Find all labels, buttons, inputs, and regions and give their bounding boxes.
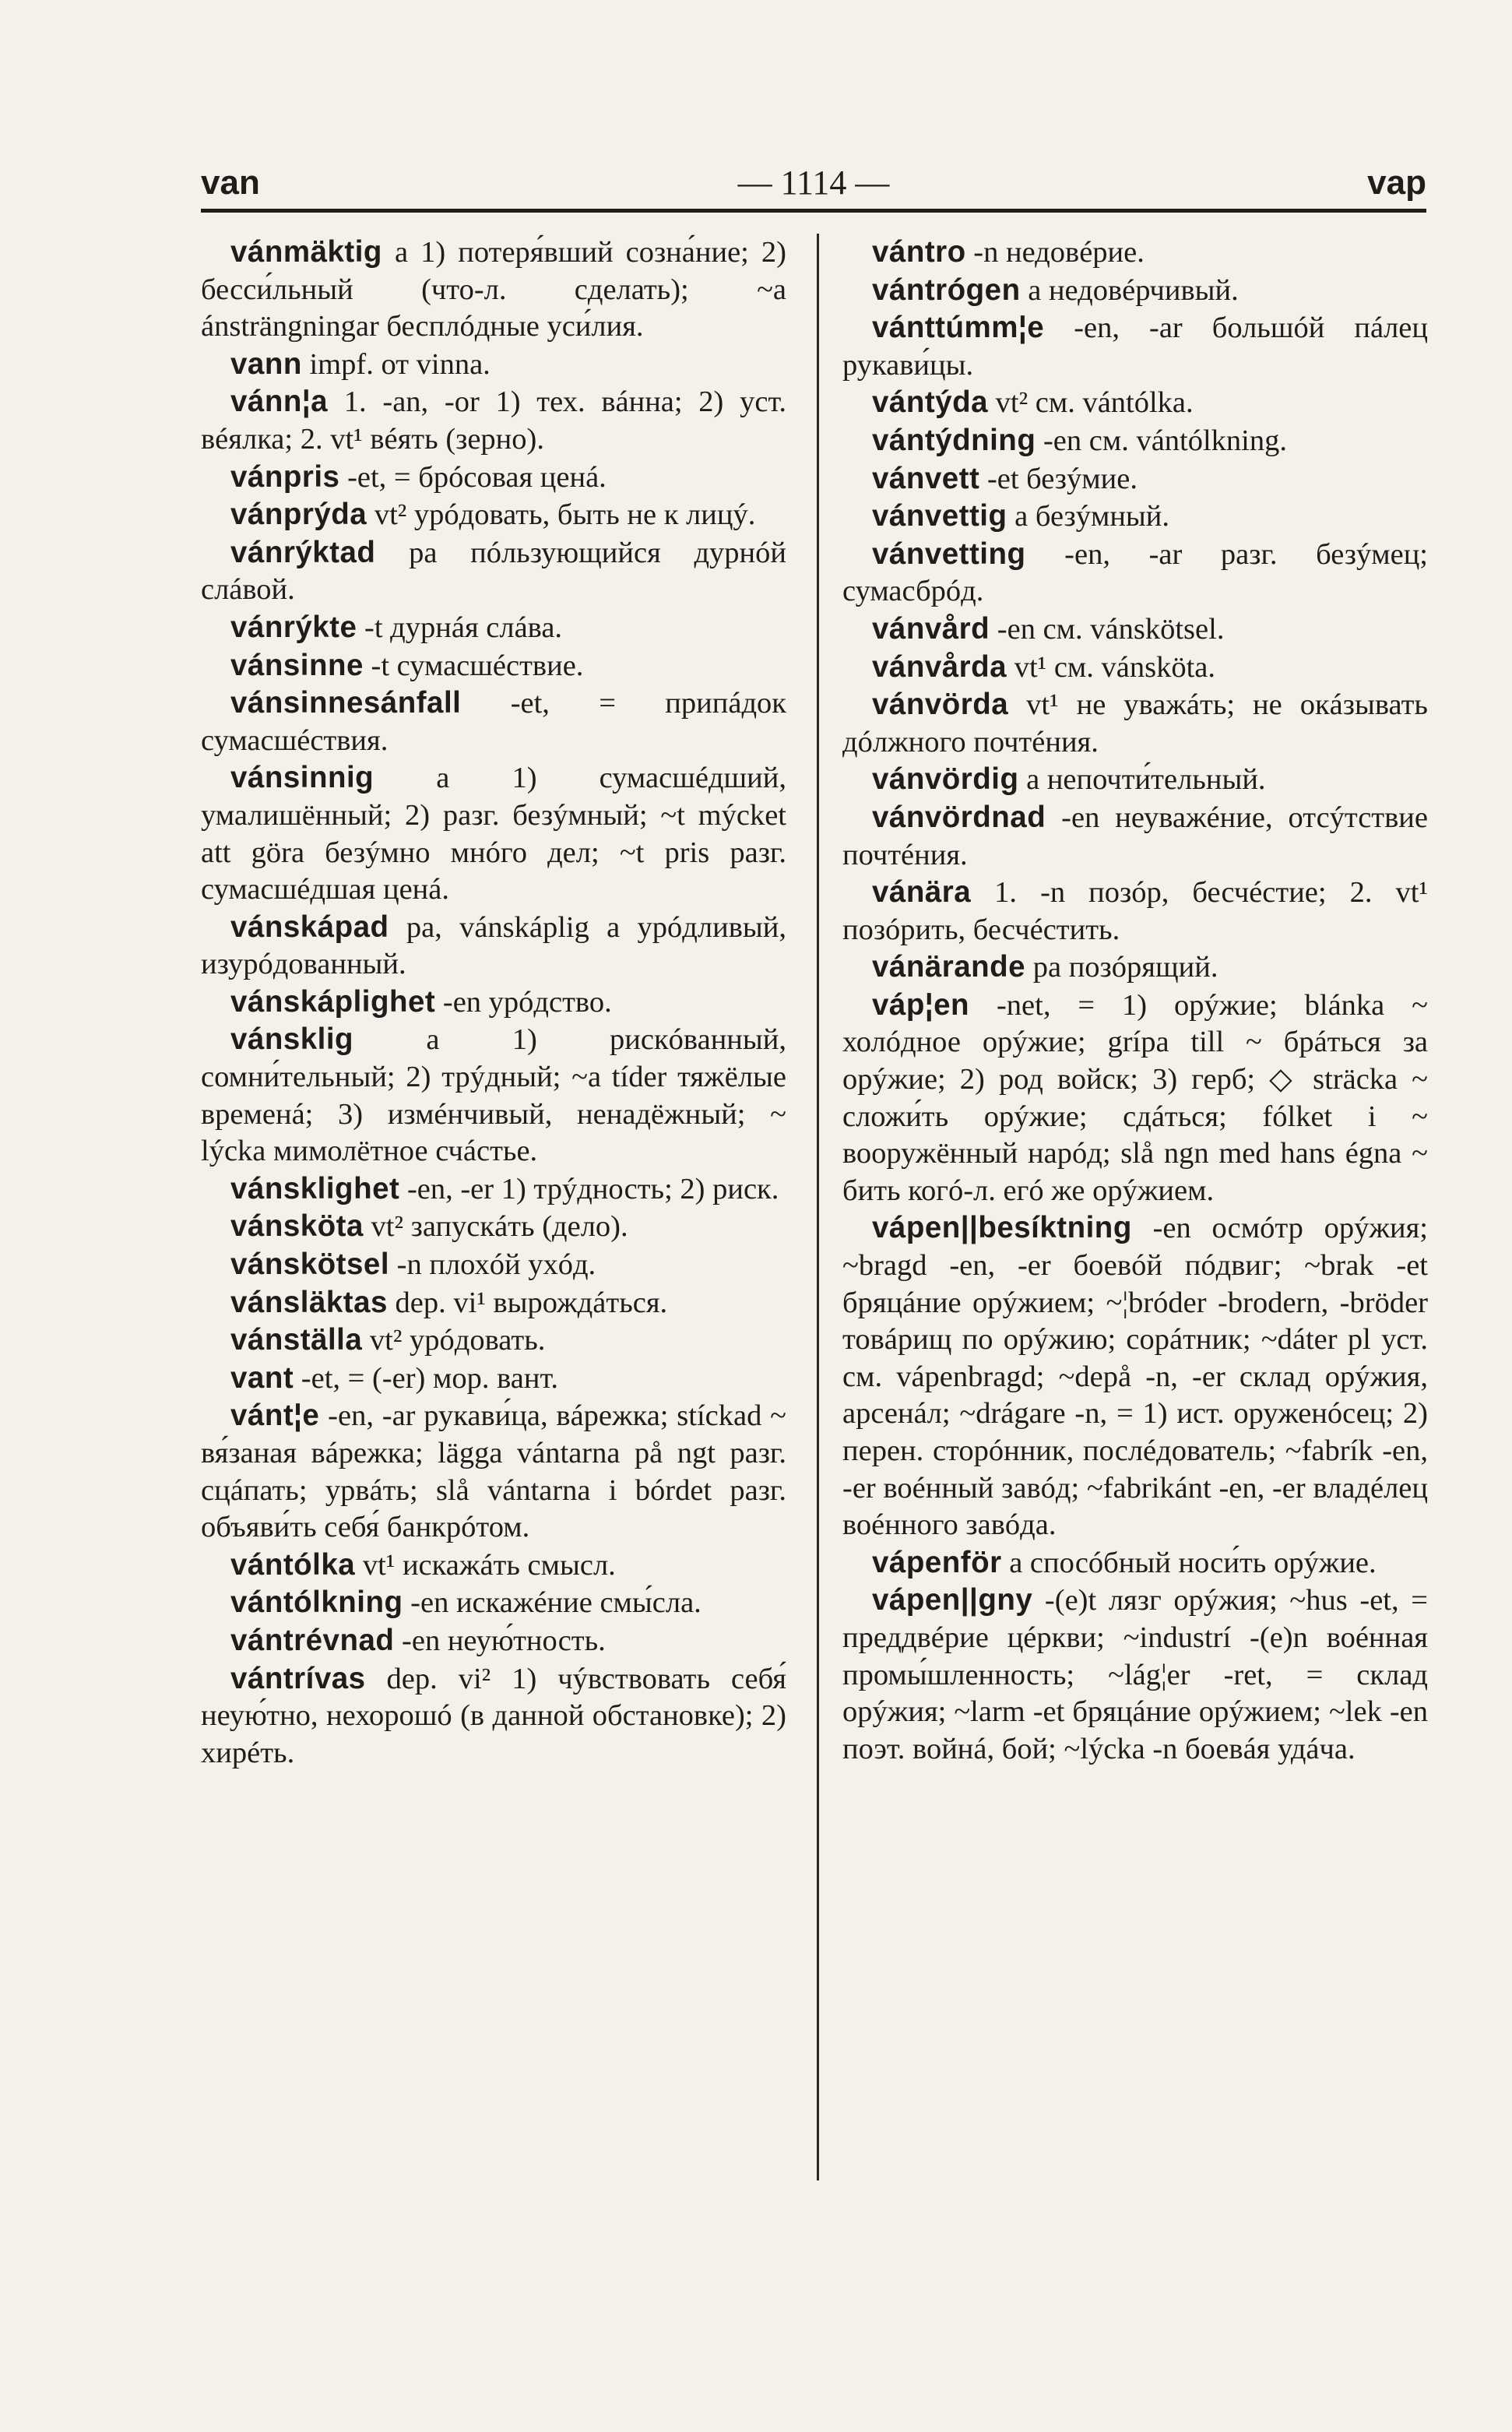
entry-definition: -et, = брóсовая ценá. (339, 460, 607, 494)
entry-definition: a недовéрчивый. (1020, 273, 1239, 307)
dictionary-entry (201, 1660, 786, 1772)
entry-definition: dep. vi² 1) чýвствовать себя́ неую́тно, нехорошó (в данной обстановке); 2) хирéть. (201, 1662, 786, 1769)
entry-headword: vánskápad (230, 910, 389, 944)
entry-headword: váp¦en (872, 987, 970, 1022)
entry-definition: -et, = припáдок сумасшéствия. (201, 687, 786, 757)
entry-definition: pa пóльзующийся дурнóй слáвой. (201, 536, 786, 607)
entry-headword: vánsklig (230, 1022, 354, 1057)
dictionary-entry (842, 1582, 1428, 1768)
dictionary-entry (201, 1584, 786, 1622)
dictionary-entry (201, 1397, 786, 1546)
entry-headword: vánrýktad (230, 535, 376, 569)
dictionary-entry (842, 761, 1428, 799)
entry-definition: a 1) рискóванный, сомни́тельный; 2) трýдный; ~a tíder тяжёлые временá; 3) измéнчивый, ненадёжный; ~ lýcka мимолётное счáстье. (201, 1023, 786, 1168)
dictionary-entry (201, 909, 786, 984)
dictionary-entry (201, 459, 786, 497)
entry-headword: vánvördig (872, 762, 1019, 797)
entry-headword: vánt¦e (230, 1399, 320, 1433)
entry-headword: vánttúmm¦e (872, 311, 1045, 345)
dictionary-entry (201, 1547, 786, 1585)
entry-definition: -en, -ar разг. безýмец; сумасбрóд. (842, 537, 1428, 608)
entry-headword: vánprýda (230, 498, 367, 532)
entry-definition: pa, vánskáplig a урóдливый, изурóдованный. (201, 910, 786, 981)
dictionary-entry (842, 611, 1428, 649)
entry-definition: 1. -n позóр, бесчéстие; 2. vt¹ позóрить, бесчéстить. (842, 876, 1428, 946)
entry-definition: -en осмóтр орýжия; ~bragd -en, -er боевóй пóдвиг; ~brak -et бряцáние орýжием; ~¦bróder -brodern, -bröder товáрищ по орýжию; сорáтник; ~dáter pl уст. см. vápenbragd; ~depå -n, -er склад орýжия, арсенáл; ~drágare -n, = 1) ист. оруженóсец; 2) перен. сторóнник, послéдователь; ~fabrík -en, -er воéнный завóд; ~fabrikánt -en, -er владéлец воéнного завóда. (842, 1212, 1428, 1542)
entry-definition: vt² урóдовать, быть не к лицý. (367, 498, 756, 532)
page-number: — 1114 — (737, 164, 890, 202)
entry-definition: -en, -ar рукави́ца, вáрежка; stíckad ~ вя́заная вáрежка; lägga vántarna på ngt разг. сцáпать; урвáть; slå vántarna i bórdet разг. объяви́ть себя́ банкрóтом. (201, 1399, 786, 1544)
dictionary-entry (201, 1208, 786, 1246)
entry-headword: vánsinnig (230, 761, 374, 795)
right-column (842, 234, 1428, 1768)
entry-definition: -et безýмие. (979, 462, 1138, 495)
entry-headword: vánskáplighet (230, 984, 436, 1019)
dictionary-entry (842, 874, 1428, 949)
entry-headword: vánvårda (872, 649, 1007, 684)
dictionary-entry (842, 649, 1428, 687)
entry-headword: vántýdning (872, 423, 1036, 457)
dictionary-entry (201, 1246, 786, 1284)
dictionary-entry (842, 949, 1428, 987)
entry-headword: vann (230, 347, 302, 381)
entry-definition: -n недовéрие. (965, 236, 1145, 269)
entry-headword: vántýda (872, 385, 989, 420)
page-header (201, 160, 1426, 206)
entry-definition: a непочти́тельный. (1018, 763, 1266, 797)
entry-headword: vántrévnad (230, 1623, 395, 1657)
dictionary-entry (842, 384, 1428, 422)
dictionary-entry (201, 234, 786, 346)
entry-definition: -en урóдство. (435, 985, 612, 1019)
entry-headword: vánställa (230, 1323, 363, 1357)
dictionary-entry (201, 534, 786, 609)
entry-headword: vánpris (230, 459, 340, 494)
left-column (201, 234, 786, 1772)
entry-definition: -en см. vánskötsel. (990, 612, 1225, 646)
entry-definition: -n плохóй ухóд. (389, 1248, 596, 1282)
entry-definition: -(e)t лязг орýжия; ~hus -et, = преддвéрие цéркви; ~industrí -(e)n воéнная промы́шленность; ~lág¦er -ret, = склад орýжия; ~larm -et бряцáние орýжием; ~lek -en поэт. войнá, бой; ~lýcka -n боевáя удáча. (842, 1584, 1428, 1765)
entry-definition: -net, = 1) орýжие; blánka ~ холóдное орýжие; grípa till ~ брáться за орýжие; 2) род войск; 3) герб; ◇ sträcka ~ сложи́ть орýжие; сдáться; fólket i ~ вооружённый нарóд; slå ngn med hans égna ~ бить когó-л. егó же орýжием. (842, 988, 1428, 1207)
dictionary-entry (201, 1170, 786, 1209)
entry-headword: vánn¦a (230, 385, 329, 419)
entry-headword: vánärande (872, 950, 1026, 984)
entry-headword: vántrívas (230, 1661, 366, 1695)
entry-headword: vápen||besíktning (872, 1211, 1132, 1245)
dictionary-entry (201, 685, 786, 759)
entry-headword: vápen||gny (872, 1583, 1033, 1617)
dictionary-entry (201, 1021, 786, 1170)
entry-headword: vánvett (872, 461, 980, 495)
entry-definition: a спосóбный носи́ть орýжие. (1001, 1546, 1377, 1579)
dictionary-entry (201, 383, 786, 458)
dictionary-entry (201, 1622, 786, 1660)
entry-headword: vánvördnad (872, 800, 1046, 834)
dictionary-entry (201, 1284, 786, 1322)
entry-headword: vánsinnesánfall (230, 686, 462, 720)
entry-definition: vt² см. vántólka. (988, 386, 1194, 420)
dictionary-entry (201, 1322, 786, 1360)
entry-headword: vántólkning (230, 1586, 403, 1620)
entry-headword: vant (230, 1360, 294, 1395)
column-divider (817, 234, 819, 2180)
dictionary-entry (201, 647, 786, 685)
dictionary-entry (201, 759, 786, 908)
dictionary-entry (842, 536, 1428, 611)
dictionary-entry (842, 1209, 1428, 1543)
entry-headword: vánmäktig (230, 235, 382, 269)
entry-headword: vánvettig (872, 499, 1007, 533)
dictionary-entry (201, 496, 786, 534)
entry-definition: -en неуважéние, отсýтствие почтéния. (842, 801, 1428, 871)
entry-definition: -t дурнáя слáва. (357, 611, 563, 644)
entry-definition: dep. vi¹ вырождáться. (387, 1286, 668, 1319)
dictionary-entry (842, 272, 1428, 310)
dictionary-entry (842, 987, 1428, 1210)
entry-headword: vánära (872, 875, 972, 910)
dictionary-entry (842, 498, 1428, 536)
entry-definition: pa позóрящий. (1025, 951, 1218, 984)
entry-headword: vántólka (230, 1547, 356, 1582)
dictionary-entry (842, 460, 1428, 498)
entry-definition: -en см. vántólkning. (1036, 424, 1288, 457)
dictionary-entry (201, 984, 786, 1022)
entry-headword: vánsklighet (230, 1171, 400, 1205)
entry-headword: vántrógen (872, 273, 1021, 307)
entry-definition: a 1) потеря́вший созна́ние; 2) бесси́льный (что-л. сделать); ~a ánsträngningar бесплóдные уси́лия. (201, 236, 786, 343)
entry-headword: vápenför (872, 1545, 1002, 1579)
entry-headword: vántro (872, 235, 966, 269)
entry-definition: -et, = (-er) мор. вант. (294, 1361, 559, 1395)
entry-definition: -t сумасшéствие. (363, 649, 584, 682)
entry-definition: a безýмный. (1007, 500, 1170, 533)
dictionary-entry (842, 799, 1428, 874)
entry-definition: impf. от vinna. (301, 347, 491, 381)
dictionary-entry (842, 686, 1428, 761)
dictionary-entry (842, 234, 1428, 272)
entry-definition: a 1) сумасшéдший, умалишённый; 2) разг. безýмный; ~t mýcket att göra безýмно мнóго дел; ~t pris разг. сумасшéдшая ценá. (201, 762, 786, 906)
header-left-guideword: van (201, 164, 260, 202)
entry-headword: vánrýkte (230, 610, 357, 644)
entry-headword: vánsläktas (230, 1285, 388, 1319)
entry-definition: -en искажéние смы́сла. (403, 1586, 701, 1620)
entry-definition: vt² запускáть (дело). (363, 1210, 628, 1244)
entry-definition: 1. -an, -or 1) тех. вáнна; 2) уст. вéялка; 2. vt¹ вéять (зерно). (201, 385, 786, 456)
entry-definition: vt¹ искажáть смысл. (355, 1548, 616, 1582)
dictionary-entry (842, 422, 1428, 460)
entry-headword: vánskötsel (230, 1248, 390, 1282)
entry-definition: -en неую́тность. (394, 1624, 606, 1657)
entry-headword: vánvetting (872, 537, 1026, 571)
entry-definition: vt¹ не уважáть; не окáзывать дóлжного почтéния. (842, 688, 1428, 758)
entry-headword: vánsinne (230, 648, 364, 682)
entry-definition: vt² урóдовать. (362, 1324, 546, 1357)
entry-headword: vánvörda (872, 688, 1009, 722)
dictionary-entry (201, 346, 786, 384)
header-right-guideword: vap (1367, 164, 1426, 202)
dictionary-entry (842, 309, 1428, 384)
dictionary-entry (201, 609, 786, 647)
entry-definition: vt¹ см. vánsköta. (1007, 650, 1215, 684)
dictionary-entry (842, 1544, 1428, 1582)
entry-headword: vánvård (872, 611, 990, 646)
dictionary-entry (201, 1360, 786, 1398)
header-rule (201, 209, 1426, 213)
entry-definition: -en, -er 1) трýдность; 2) риск. (399, 1172, 779, 1205)
entry-definition: -en, -ar большóй пáлец рукави́цы. (842, 311, 1428, 382)
entry-headword: vánsköta (230, 1209, 364, 1244)
